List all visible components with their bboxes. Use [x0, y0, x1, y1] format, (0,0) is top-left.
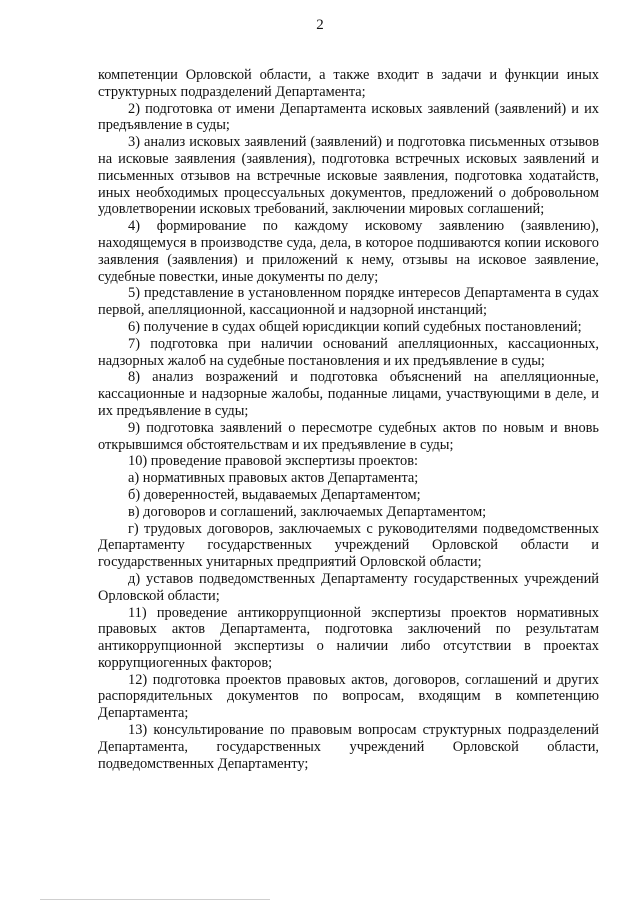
paragraph-continuation: компетенции Орловской области, а также входит в задачи и функции иных структурных подразделений Департамента; — [98, 67, 599, 100]
paragraph-item-11: 11) проведение антикоррупционной экспертизы проектов нормативных правовых актов Департамента, подготовка заключений по результатам антикоррупционной экспертизы о наличии либо отсутствии в проектах коррупциогенных факторов; — [98, 604, 599, 671]
paragraph-item-12: 12) подготовка проектов правовых актов, договоров, соглашений и других распорядительных документов по вопросам, входящим в компетенцию Департамента; — [98, 671, 599, 722]
paragraph-item-9: 9) подготовка заявлений о пересмотре судебных актов по новым и вновь открывшимся обстоятельствам и их предъявление в суды; — [98, 419, 599, 453]
paragraph-subitem-d: д) уставов подведомственных Департаменту государственных учреждений Орловской области; — [98, 570, 599, 604]
page-number: 2 — [316, 17, 324, 33]
document-body — [98, 67, 599, 772]
paragraph-item-6: 6) получение в судах общей юрисдикции копий судебных постановлений; — [128, 318, 582, 335]
paragraph-subitem-v: в) договоров и соглашений, заключаемых Департаментом; — [128, 503, 487, 520]
paragraph-subitem-b: б) доверенностей, выдаваемых Департаментом; — [128, 486, 421, 503]
paragraph-subitem-a: а) нормативных правовых актов Департамента; — [128, 470, 419, 487]
paragraph-item-5: 5) представление в установленном порядке интересов Департамента в судах первой, апелляционной, кассационной и надзорной инстанций; — [98, 285, 599, 319]
paragraph-item-10: 10) проведение правовой экспертизы проектов: — [128, 453, 419, 470]
paragraph-item-3: 3) анализ исковых заявлений (заявлений) и подготовка письменных отзывов на исковые заявления (заявления), подготовка встречных исковых заявлений и письменных отзывов на встречные исковые заявления, подготовка ходатайств, иных необходимых процессуальных документов, предложений о добровольном удовлетворении исковых требований, заключении мировых соглашений; — [98, 134, 599, 218]
paragraph-subitem-g: г) трудовых договоров, заключаемых с руководителями подведомственных Департаменту государственных учреждений Орловской области и государственных унитарных предприятий Орловской области; — [98, 520, 599, 571]
paragraph-item-4: 4) формирование по каждому исковому заявлению (заявлению), находящемуся в производстве суда, дела, в которое подшиваются копии искового заявления (заявления) и приложений к нему, отзывы на исковое заявление, судебные повестки, иные документы по делу; — [98, 218, 599, 285]
bottom-divider — [40, 899, 270, 900]
paragraph-item-8: 8) анализ возражений и подготовка объяснений на апелляционные, кассационные и надзорные жалобы, поданные лицами, участвующими в деле, и их предъявление в суды; — [98, 369, 599, 419]
paragraph-item-7: 7) подготовка при наличии оснований апелляционных, кассационных, надзорных жалоб на судебные постановления и их предъявление в суды; — [98, 335, 599, 369]
paragraph-item-13: 13) консультирование по правовым вопросам структурных подразделений Департамента, государственных учреждений Орловской области, подведомственных Департаменту; — [98, 722, 599, 772]
paragraph-item-2: 2) подготовка от имени Департамента исковых заявлений (заявлений) и их предъявление в суды; — [98, 100, 599, 134]
